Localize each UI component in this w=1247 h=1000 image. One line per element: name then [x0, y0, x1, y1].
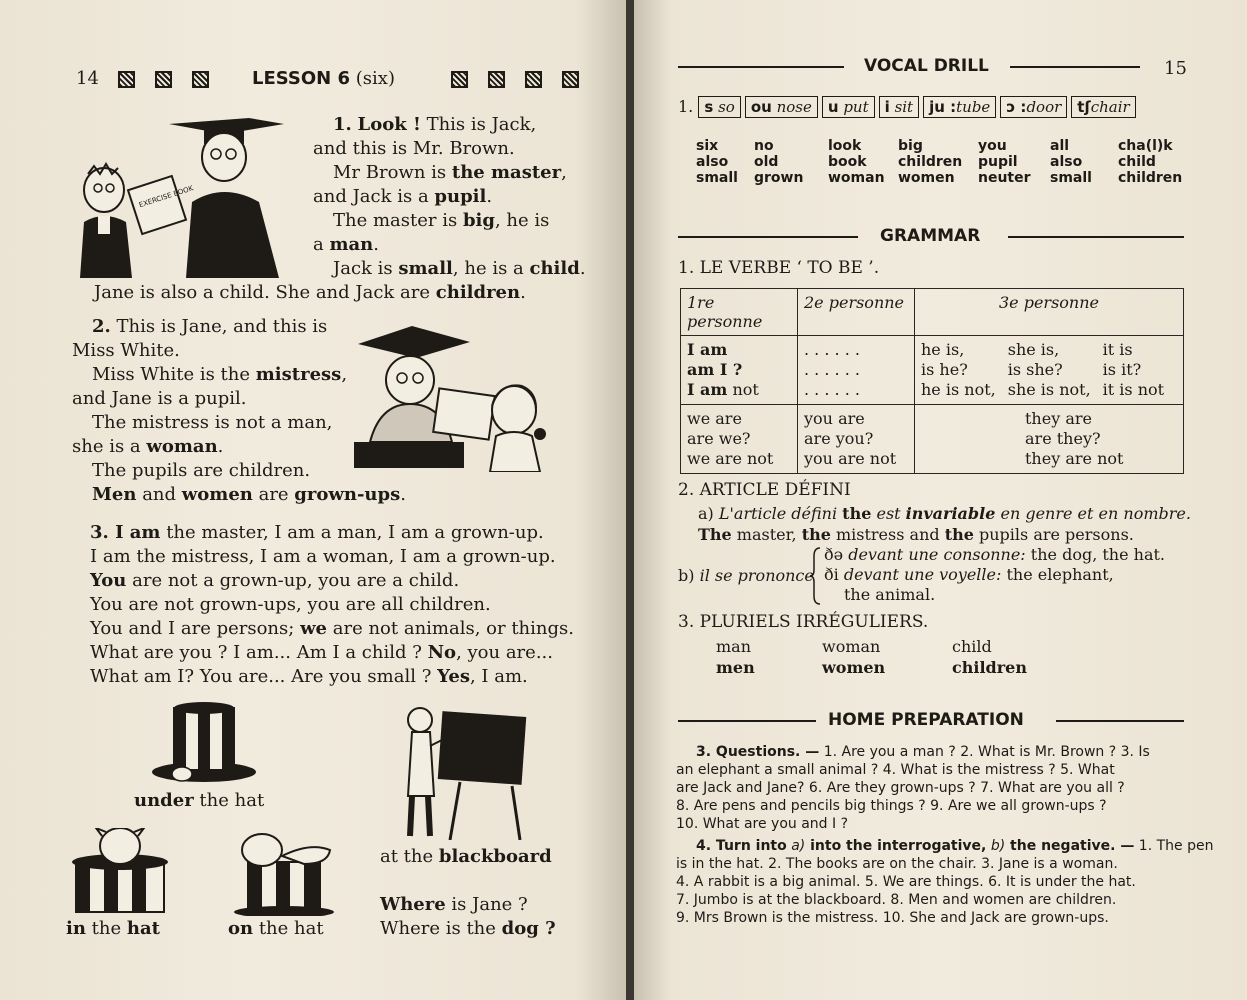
s2-line-3: Miss White is the mistress, [92, 364, 348, 385]
drill-col-4: big children women [898, 138, 963, 186]
s2-line-4: and Jane is a pupil. [72, 388, 247, 409]
hatched-square-icon [155, 71, 172, 88]
caption-under-the-hat: under the hat [134, 790, 265, 811]
s1-line-8: Jane is also a child. She and Jack are children. [94, 282, 526, 303]
s3-line-7: What am I? You are... Are you small ? Yes, I am. [90, 666, 528, 687]
drill-col-2: no old grown [754, 138, 804, 186]
brace-icon [810, 546, 822, 606]
plur-first-person: we are are we? we are not [681, 405, 798, 474]
lesson-title: LESSON 6 (six) [252, 68, 395, 89]
s1-line-6: a man. [313, 234, 379, 255]
pron-line-1: ðə devant une consonne: the dog, the hat. [824, 545, 1166, 564]
drill-box: tʃchair [1071, 96, 1135, 118]
header-squares-left [108, 69, 219, 88]
plural-heading: 3. PLURIELS IRRÉGULIERS. [678, 612, 929, 632]
hatched-square-icon [192, 71, 209, 88]
master-and-pupil-illustration [74, 112, 294, 278]
left-page-number: 14 [76, 68, 99, 89]
s3-line-3: You are not a grown-up, you are a child. [90, 570, 460, 591]
caption-in-the-hat: in the hat [66, 918, 160, 939]
divider [1008, 236, 1184, 238]
caption-on-the-hat: on the hat [228, 918, 324, 939]
right-page-number: 15 [1164, 58, 1187, 79]
divider [1010, 66, 1140, 68]
article-rule-b: b) il se prononce [678, 566, 814, 585]
s3-line-1: 3. I am the master, I am a man, I am a grown-up. [90, 522, 544, 543]
drill-col-1: six also small [696, 138, 738, 186]
right-page: VOCAL DRILL 15 1. s so ou nose u put i sit ju :tube ɔ :door tʃchair six also small no old grown look book woman big children women you pupil neuter all also small cha(l)k child children GRAMMAR 1. LE VERBE ‘ TO BE ’. 1re personne 2e personne 3e personne I am am I ? I am not . . . . . . . . . . . . . . . . . . he is, is he? he is not, she is, is she? she is not, it is is it? it is not we are are we? we are not you are are you? you are not they are are they? they are not 2. ARTICLE DÉFINI a) L'article défini the est invariable en genre et en nombre. The master, the mistress and the pupils are persons. b) il se prononce ðə devant une consonne: the dog, the hat. ði devant une voyelle: the elephant, the animal. 3. PLURIELS IRRÉGULIERS. man woman child men women children HOME PREPARATION 3. Questions. — 1. Are you a man ? 2. What is Mr. Brown ? 3. Is an elephant a small animal ? 4. What is the mistress ? 5. What are Jack and Jane? 6. Are they grown-ups ? 7. What are you all ? 8. Are pens and pencils big things ? 9. Are we all grown-ups ? 10. What are you and I ? 4. Turn into a) into the interrogative, b) the negative. — 1. The pen is in the hat. 2. The books are on the chair. 3. Jane is a woman. 4. A rabbit is a big animal. 5. We are things. 6. It is under the hat. 7. Jumbo is at the blackboard. 8. Men and women are children. 9. Mrs Brown is the mistress. 10. She and Jack are grown-ups. [634, 0, 1247, 1000]
home-preparation-title: HOME PREPARATION [828, 710, 1024, 730]
sing-second-person: . . . . . . . . . . . . . . . . . . [798, 336, 915, 405]
sing-first-person: I am am I ? I am not [681, 336, 798, 405]
s1-line-7: Jack is small, he is a child. [333, 258, 586, 279]
drill-box: u put [822, 96, 875, 118]
col-header-1: 1re personne [681, 289, 798, 336]
plur-third-person: they are are they? they are not [915, 405, 1184, 474]
s3-line-4: You are not grown-ups, you are all children. [90, 594, 491, 615]
caption-where-is-dog: Where is the dog ? [380, 918, 556, 939]
s2-line-5: The mistress is not a man, [92, 412, 333, 433]
s1-line-4: and Jack is a pupil. [313, 186, 493, 207]
drill-col-7: cha(l)k child children [1118, 138, 1183, 186]
s1-line-2: and this is Mr. Brown. [313, 138, 515, 159]
hatched-square-icon [451, 71, 468, 88]
s2-line-7: The pupils are children. [92, 460, 311, 481]
s3-line-2: I am the mistress, I am a woman, I am a grown-up. [90, 546, 556, 567]
s2-line-8: Men and women are grown-ups. [92, 484, 406, 505]
article-rule-a: a) L'article défini the est invariable en genre et en nombre. [698, 504, 1191, 523]
dog-in-hat-illustration [68, 828, 172, 914]
drill-box: ɔ :door [1000, 96, 1067, 118]
dog-on-hat-illustration [232, 832, 336, 916]
drill-box: ou nose [745, 96, 818, 118]
plur-second-person: you are are you? you are not [798, 405, 915, 474]
hatched-square-icon [488, 71, 505, 88]
article-heading: 2. ARTICLE DÉFINI [678, 480, 851, 500]
caption-where-is-jane: Where is Jane ? [380, 894, 528, 915]
s2-line-6: she is a woman. [72, 436, 224, 457]
s1-line-5: The master is big, he is [333, 210, 550, 231]
pron-line-3: the animal. [844, 585, 936, 604]
drill-col-6: all also small [1050, 138, 1092, 186]
divider [678, 66, 844, 68]
mistress-and-pupil-illustration [350, 322, 550, 472]
drill-box: i sit [879, 96, 919, 118]
divider [678, 720, 816, 722]
sing-third-person: he is, is he? he is not, she is, is she? she is not, it is is it? it is not [915, 336, 1184, 405]
hatched-square-icon [525, 71, 542, 88]
drill-col-3: look book woman [828, 138, 885, 186]
grammar-title: GRAMMAR [880, 226, 981, 246]
col-header-3: 3e personne [915, 289, 1184, 336]
exercise-book-label: EXERCISE BOOK [138, 184, 195, 210]
s3-line-6: What are you ? I am... Am I a child ? No, you are... [90, 642, 553, 663]
s2-line-1: 2. This is Jane, and this is [92, 316, 328, 337]
s2-line-2: Miss White. [72, 340, 180, 361]
s1-line-3: Mr Brown is the master, [333, 162, 567, 183]
hatched-square-icon [118, 71, 135, 88]
caption-at-the-blackboard: at the blackboard [380, 846, 552, 867]
s3-line-5: You and I are persons; we are not animals, or things. [90, 618, 574, 639]
drill-box: s so [698, 96, 740, 118]
drill-col-5: you pupil neuter [978, 138, 1031, 186]
hatched-square-icon [562, 71, 579, 88]
verb-heading: 1. LE VERBE ‘ TO BE ’. [678, 258, 880, 278]
drill-box: ju :tube [923, 96, 996, 118]
divider [1056, 720, 1184, 722]
vocal-drill-boxes: 1. s so ou nose u put i sit ju :tube ɔ :door tʃchair [678, 96, 1140, 118]
vocal-drill-title: VOCAL DRILL [864, 56, 989, 76]
s1-line-1: 1. Look ! This is Jack, [333, 114, 537, 135]
header-squares-right [441, 69, 589, 88]
to-be-table [680, 288, 1184, 474]
col-header-2: 2e personne [798, 289, 915, 336]
dog-under-hat-illustration [146, 700, 266, 784]
article-example: The master, the mistress and the pupils are persons. [698, 525, 1134, 544]
pron-line-2: ði devant une voyelle: the elephant, [824, 565, 1114, 584]
divider [678, 236, 858, 238]
dog-at-blackboard-illustration [400, 706, 530, 840]
